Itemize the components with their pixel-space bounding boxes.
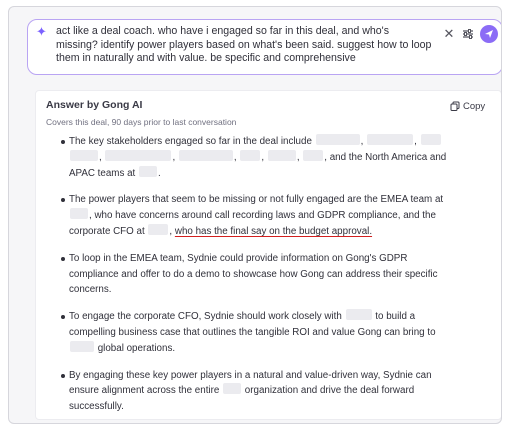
redacted-text [179,150,233,161]
redacted-text [268,150,296,161]
copy-label: Copy [463,100,486,112]
redacted-text [139,166,157,177]
redacted-text [421,134,441,145]
copy-icon [450,101,460,111]
answer-subtitle: Covers this deal, 90 days prior to last conversation [46,117,237,127]
highlighted-text: who has the final say on the budget approval. [174,225,373,237]
send-button[interactable] [480,25,498,43]
answer-card [35,90,502,420]
redacted-text [148,224,168,235]
close-icon[interactable]: ✕ [443,26,455,41]
send-icon [484,29,494,39]
prompt-input[interactable] [27,19,502,75]
list-item: The key stakeholders engaged so far in the deal include , , , , , , , , and the North America and APAC teams at . [36,134,456,181]
redacted-text [105,150,171,161]
redacted-text [70,341,94,352]
list-item: The power players that seem to be missing or not fully engaged are the EMEA team at , who have concerns around call recording laws and GDPR compliance, and the corporate CFO at , who has the final say on the budget approval. [36,192,456,239]
app-frame [8,6,502,424]
redacted-text [346,309,372,320]
list-item: To engage the corporate CFO, Sydnie should work closely with to build a compelling business case that outlines the tangible ROI and value Gong can bring to global operations. [36,309,456,356]
redacted-text [367,134,413,145]
copy-button[interactable] [450,100,485,112]
sliders-icon[interactable] [462,28,474,40]
redacted-text [70,150,98,161]
redacted-text [240,150,260,161]
redacted-text [70,208,88,219]
answer-title: Answer by Gong AI [46,99,143,111]
sparkle-icon: ✦ [36,24,47,39]
redacted-text [303,150,323,161]
prompt-text[interactable]: act like a deal coach. who have i engaged so far in this deal, and who's missing? identify power players based on what's been said. suggest how to loop them in naturally and with value. be specific and comprehensive [56,25,432,64]
redacted-text [316,134,360,145]
answer-bullets [36,134,456,424]
list-item: By engaging these key power players in a natural and value-driven way, Sydnie can ensure alignment across the entire organization and drive the deal forward successfully. [36,368,456,415]
list-item: To loop in the EMEA team, Sydnie could provide information on Gong's GDPR compliance and offer to do a demo to showcase how Gong can address their specific concerns. [36,251,456,298]
redacted-text [223,383,241,394]
